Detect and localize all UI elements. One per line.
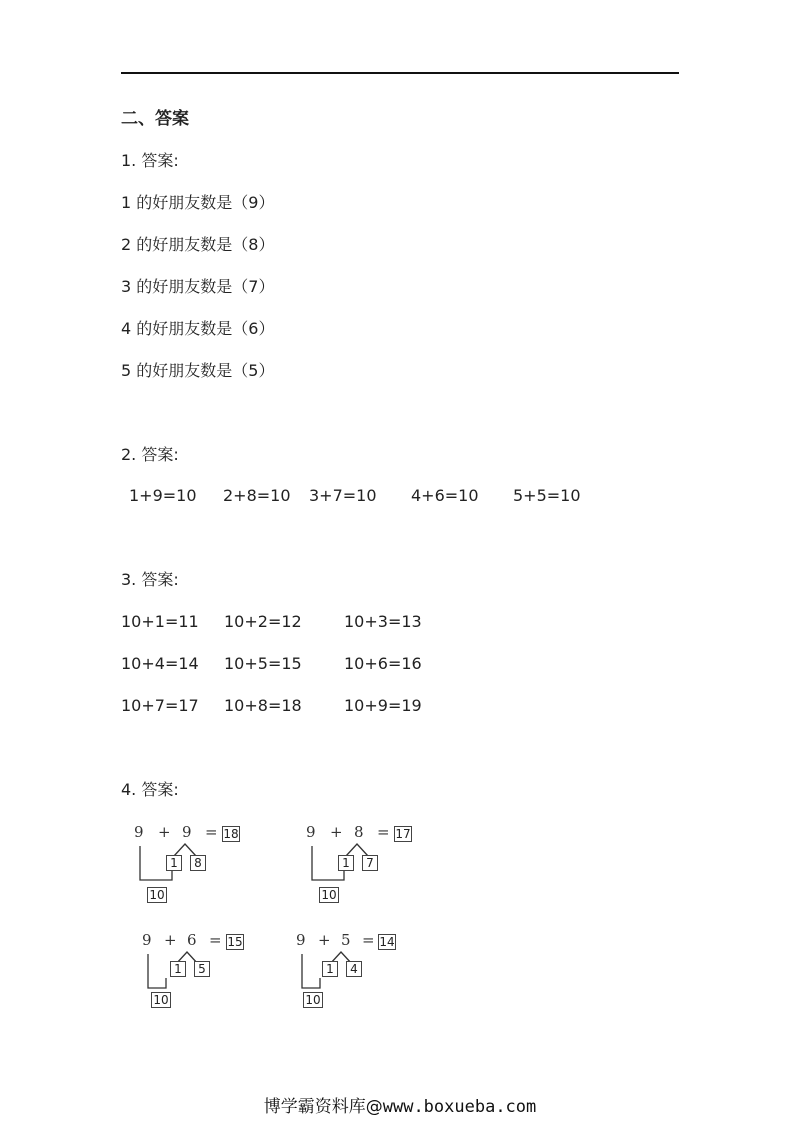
plus-sign: + — [164, 931, 177, 949]
q4-label: 4. 答案: — [121, 780, 179, 799]
q1-line: 1 的好朋友数是（9） — [121, 193, 275, 212]
addend-b: 6 — [187, 931, 197, 949]
q2-label: 2. 答案: — [121, 445, 179, 464]
q2-equation: 5+5=10 — [513, 486, 581, 505]
q1-line: 2 的好朋友数是（8） — [121, 235, 275, 254]
footer-site-name: 博学霸资料库@ — [263, 1097, 383, 1117]
ten-box: 10 — [303, 992, 323, 1008]
q3-equation: 10+7=17 — [121, 696, 199, 715]
q3-equation: 10+9=19 — [344, 696, 422, 715]
equals-sign: = — [362, 931, 375, 949]
result-box: 14 — [379, 935, 395, 949]
addend-b: 8 — [354, 823, 364, 841]
split-box-2: 4 — [346, 961, 362, 977]
q3-equation: 10+8=18 — [224, 696, 302, 715]
split-box-2: 8 — [190, 855, 206, 871]
section-title: 二、答案 — [121, 109, 189, 129]
footer-url[interactable]: www.boxueba.com — [382, 1097, 537, 1117]
addend-a: 9 — [142, 931, 152, 949]
make-ten-diagram — [306, 824, 426, 904]
q1-line: 3 的好朋友数是（7） — [121, 277, 275, 296]
q2-equation: 1+9=10 — [129, 486, 197, 505]
result-box: 18 — [223, 827, 239, 841]
plus-sign: + — [330, 823, 343, 841]
split-box-2: 5 — [194, 961, 210, 977]
addend-b: 9 — [182, 823, 192, 841]
plus-sign: + — [318, 931, 331, 949]
q1-label: 1. 答案: — [121, 151, 179, 170]
make-ten-diagram — [134, 824, 254, 904]
q1-line: 5 的好朋友数是（5） — [121, 361, 275, 380]
q3-equation: 10+3=13 — [344, 612, 422, 631]
split-box-1: 1 — [338, 855, 354, 871]
addend-a: 9 — [306, 823, 316, 841]
ten-box: 10 — [319, 887, 339, 903]
result-box: 15 — [227, 935, 243, 949]
q3-equation: 10+4=14 — [121, 654, 199, 673]
equals-sign: = — [205, 823, 218, 841]
addend-a: 9 — [134, 823, 144, 841]
q3-equation: 10+5=15 — [224, 654, 302, 673]
split-box-1: 1 — [170, 961, 186, 977]
split-box-1: 1 — [322, 961, 338, 977]
make-ten-diagram — [296, 932, 416, 1012]
q1-line: 4 的好朋友数是（6） — [121, 319, 275, 338]
top-rule — [121, 72, 679, 74]
plus-sign: + — [158, 823, 171, 841]
make-ten-diagram — [142, 932, 262, 1012]
footer-watermark — [0, 1096, 800, 1118]
result-box: 17 — [395, 827, 411, 841]
ten-box: 10 — [147, 887, 167, 903]
q3-label: 3. 答案: — [121, 570, 179, 589]
q2-equation: 4+6=10 — [411, 486, 479, 505]
split-box-1: 1 — [166, 855, 182, 871]
q2-equation: 2+8=10 — [223, 486, 291, 505]
q3-equation: 10+1=11 — [121, 612, 199, 631]
q3-equation: 10+2=12 — [224, 612, 302, 631]
equals-sign: = — [209, 931, 222, 949]
ten-box: 10 — [151, 992, 171, 1008]
addend-a: 9 — [296, 931, 306, 949]
q2-equation: 3+7=10 — [309, 486, 377, 505]
q3-equation: 10+6=16 — [344, 654, 422, 673]
equals-sign: = — [377, 823, 390, 841]
addend-b: 5 — [341, 931, 351, 949]
split-box-2: 7 — [362, 855, 378, 871]
